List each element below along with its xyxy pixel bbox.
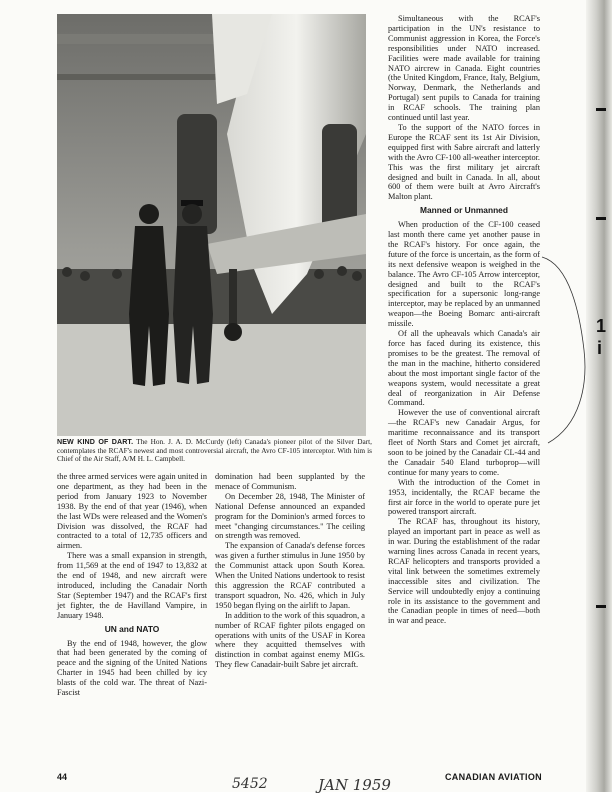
margin-mark-one: 1 — [596, 316, 607, 336]
section-heading-un-nato: UN and NATO — [104, 623, 160, 634]
paragraph: On December 28, 1948, The Minister of National Defense announced an expanded program for the Dominion's armed forces to meet "changing circumstances." The ceiling on strength was removed. — [215, 491, 365, 541]
column-right — [388, 14, 540, 626]
binding-mark — [596, 605, 606, 608]
paragraph: With the introduction of the Comet in 1953, incidentally, the RCAF became the first air force in the world to operate pure jet powered transport aircraft. — [388, 477, 540, 517]
paragraph: the three armed services were again united in one department, as they had been in the period from January 1923 to November 1938. By the end of that year (1946), when the last WDs were released and the Women's Division was dissolved, the RCAF had contracted to a total of 12,735 officers and airmen. — [57, 472, 207, 551]
caption-body: The Hon. J. A. D. McCurdy (left) Canada's pioneer pilot of the Silver Dart, contemplates the RCAF's newest and most controversial aircraft, the Avro CF-105 interceptor. With him is Chief of the Air Staff, A/M H. L. Campbell. — [57, 437, 372, 464]
photo-illustration — [57, 14, 366, 436]
photo-caption — [57, 438, 372, 464]
paragraph: The expansion of Canada's defense forces was given a further stimulus in June 1950 by the Communist attack upon South Korea. When the United Nations undertook to resist this aggression the RCAF contributed a transport squadron, No. 426, which in July 1950 began flying on the airlift to Japan. — [215, 541, 365, 610]
column-middle — [215, 472, 365, 670]
paragraph: domination had been supplanted by the menace of Communism. — [215, 472, 365, 491]
paragraph: There was a small expansion in strength, from 11,569 at the end of 1947 to 13,832 at the end of 1948, and new aircraft were introduced, including the Canadair North Star (September 1947) and the RCAF's first jet fighter, the de Havilland Vampire, in January 1948. — [57, 551, 207, 620]
handwritten-date: JAN 1959 — [318, 776, 391, 794]
paragraph: When production of the CF-100 ceased last month there came yet another pause in the RCAF's history. For once again, the future of the force is uncertain, as the form of its next defensive weapon is weighed in the balance. The Avro CF-105 Arrow interceptor, designed and built to the RCAF's specification for a supersonic long-range interceptor, may be replaced by an unmanned weapon—the Boeing Bomarc anti-aircraft missile. — [388, 220, 540, 329]
paragraph: To the support of the NATO forces in Europe the RCAF sent its 1st Air Division, equipped first with Sabre aircraft and latterly with the Avro CF-100 all-weather interceptor. This was the first military jet aircraft designed and built in Canada. In all, about 600 of them were built at Avro Aircraft's Malton plant. — [388, 122, 540, 202]
paragraph: By the end of 1948, however, the glow that had been generated by the coming of peace and the signing of the United Nations Charter in 1945 had been chilled by icy blasts of the cold war. The threat of Nazi-Fascist — [57, 638, 207, 698]
landing-gear — [229, 269, 237, 329]
margin-mark-i: i — [597, 338, 603, 358]
magazine-name: CANADIAN AVIATION — [445, 772, 542, 782]
page-binding-edge — [586, 0, 612, 792]
paragraph: In addition to the work of this squadron, a number of RCAF fighter pilots engaged on operations with units of the USAF in Korea where they acquitted themselves with distinction in combat against enemy MIGs. They flew Canadair-built Sabre jet aircraft. — [215, 610, 365, 670]
aircraft-photo — [57, 14, 366, 436]
column-left — [57, 472, 207, 698]
paragraph: Of all the upheavals which Canada's air force has faced during its existence, this promises to be the greatest. The removal of the man in the machine, hitherto considered about the most important single factor of the weapons system, would necessitate a great deal of reorganization in Air Defense Command. — [388, 329, 540, 408]
binding-mark — [596, 108, 606, 111]
page-number: 44 — [57, 772, 68, 782]
paragraph: Simultaneous with the RCAF's participation in the UN's resistance to Communist aggression in Korea, the Force's responsibilities under NATO increased. Facilities were made available for training NATO aircrew in Canada. Eight countries (the United Kingdom, France, Italy, Belgium, Norway, Denmark, the Netherlands and Portugal) sent pupils to Canada for training in RCAF schools. The training plan continued until last year. — [388, 14, 540, 123]
section-heading-manned-unmanned: Manned or Unmanned — [420, 205, 508, 216]
paragraph: The RCAF has, throughout its history, played an important part in peace as well as in war. During the establishment of the radar warning lines across Canada in recent years, RCAF helicopters and transports provided a vital link between the sometimes extremely inaccessible sites and civilization. The Service will undoubtedly enjoy a continuing role in its assistance to the government and the Canadian people in times of need—both in war and peace. — [388, 517, 540, 626]
handwritten-number: 5452 — [232, 776, 268, 792]
caption-lead: NEW KIND OF DART. — [57, 438, 134, 446]
paragraph: However the use of conventional aircraft—the RCAF's new Canadair Argus, for maritime reconnaissance and its transport fleet of North Stars and Comet jet aircraft, soon to be joined by the Canadair CL-44 and the Canadair 540 Eland turboprop—will continue for many years to come. — [388, 408, 540, 477]
binding-mark — [596, 217, 606, 220]
